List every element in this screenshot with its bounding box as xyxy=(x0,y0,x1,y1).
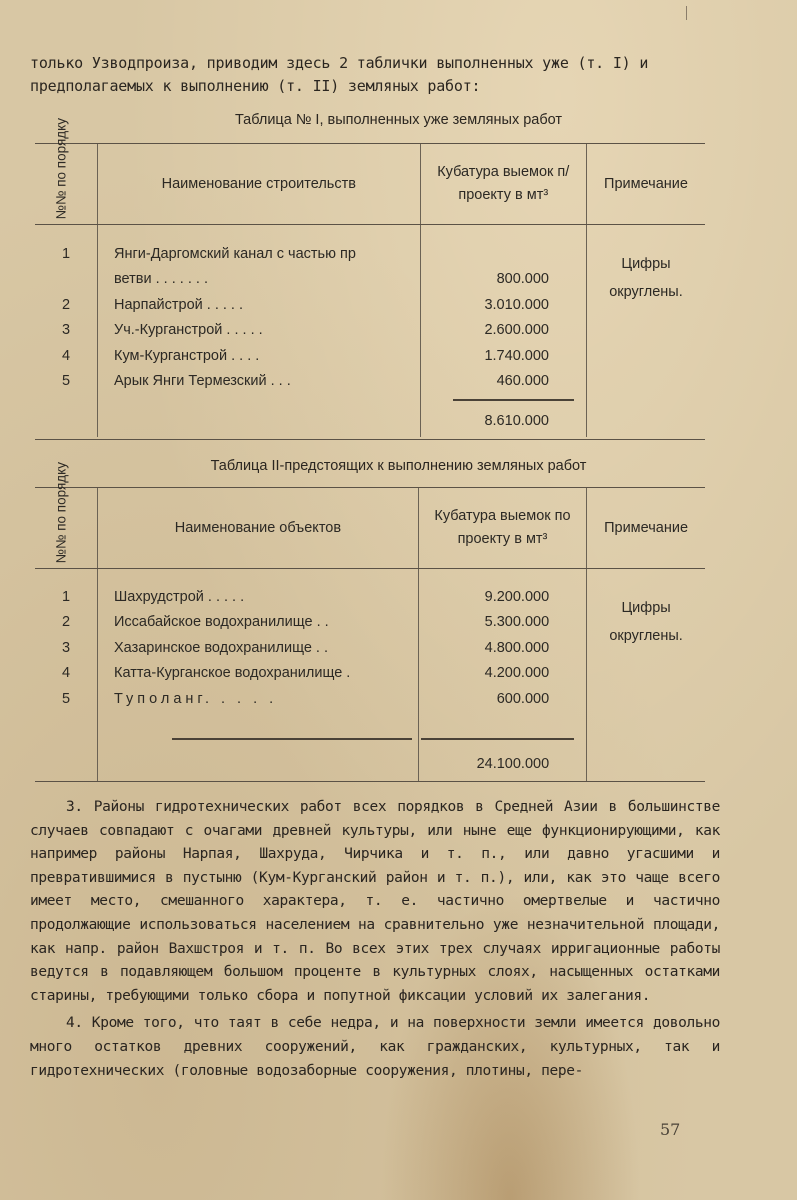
table2-name-col xyxy=(98,568,419,781)
table2-header-volume: Кубатура выемок по проекту в мт³ xyxy=(418,488,586,568)
table2-note xyxy=(587,568,705,781)
table2-caption: Таблица II-предстоящих к выполнению земляных работ xyxy=(210,458,587,474)
table1-header-volume: Кубатура выемок п/проекту в мт³ xyxy=(420,144,586,224)
table-row-name: Уч.-Курганстрой . . . . . xyxy=(114,322,263,338)
table2-bottom-rule xyxy=(35,781,705,782)
table-row-num: 4 xyxy=(61,347,71,364)
pencil-mark xyxy=(686,6,687,20)
table1-header-num: №№ по порядку xyxy=(35,144,98,224)
table2-num-col xyxy=(35,568,98,781)
table2-total-rule xyxy=(421,738,574,740)
table1-caption: Таблица № I, выполненных уже земляных работ xyxy=(234,112,563,128)
table-row-value: 4.800.000 xyxy=(484,639,550,656)
table1-total-rule xyxy=(453,399,574,401)
table-row-num: 5 xyxy=(61,690,71,707)
table-row-value: 4.200.000 xyxy=(484,665,550,681)
table1-value-col xyxy=(420,224,586,437)
table2-value-col xyxy=(418,568,586,781)
intro-paragraph xyxy=(30,52,710,98)
body-text xyxy=(30,796,720,1083)
table-row-value: 800.000 xyxy=(496,271,549,287)
table1-num-col xyxy=(35,224,98,437)
table1-bottom-rule xyxy=(35,439,705,440)
page-number: 57 xyxy=(660,1120,681,1139)
table2-note-line-2: округлены. xyxy=(609,627,683,644)
table2-header-name: Наименование объектов xyxy=(98,488,419,568)
table-row-name: Шахрудстрой . . . . . xyxy=(114,588,245,605)
intro-line-2: предполагаемых к выполнению (т. II) земляных работ: xyxy=(30,77,481,95)
table-row-num: 1 xyxy=(61,245,71,262)
table-row-value: 5.300.000 xyxy=(484,614,550,630)
table-row-name: Нарпайстрой . . . . . xyxy=(114,296,244,313)
paragraph-4: 4. Кроме того, что таят в себе недра, и на поверхности земли имеется довольно много остатков древних сооружений, как гражданских, культурных, так и гидротехнических (головные водозаборные сооружения, плотины, пере- xyxy=(30,1015,720,1079)
table-row-value: 460.000 xyxy=(496,373,549,389)
table-row-num: 2 xyxy=(61,614,71,630)
table1-note xyxy=(586,224,705,437)
table1-total: 8.610.000 xyxy=(484,412,549,429)
table-row-num: 4 xyxy=(61,665,71,681)
table2-total: 24.100.000 xyxy=(476,756,550,772)
paragraph-3: 3. Районы гидротехнических работ всех порядков в Средней Азии в большинстве случаев совпадают с очагами древней культуры, или ныне еще функционирующими, как например районы Нарпая, Шахруда, Чирчика и т. п., или давно угасшими и превратившимися в пустыню (Кум-Курганский район и т. п.), или, как это чаще всего имеет место, смешанного характера, т. е. частично омертвелые и частично продолжающие использоваться населением на сравнительно уже незначительной площади, как напр. район Вахшстроя и т. п. Во всех этих трех случаях ирригационные работы ведутся в подавляющем большом проценте в культурных слоях, насыщенных остатками старины, требующими только сбора и попутной фиксации условий их залегания. xyxy=(30,799,720,1004)
table-row-name: Янги-Даргомский канал с частью пр xyxy=(114,245,356,262)
table2-note-line-1: Цифры xyxy=(621,599,671,616)
intro-line-1: только Узводпроиза, приводим здесь 2 таблички выполненных уже (т. I) и xyxy=(30,54,649,72)
table-row-name: Туполанг. . . . . xyxy=(114,690,278,707)
table2-header-num: №№ по порядку xyxy=(35,488,98,568)
table1-name-col xyxy=(98,224,421,437)
table-row-num: 5 xyxy=(61,373,71,389)
table-row-num: 2 xyxy=(61,296,71,313)
table-row-name: Иссабайское водохранилище . . xyxy=(114,614,329,630)
table-row-name: ветви . . . . . . . xyxy=(114,271,208,287)
table-row-name: Хазаринское водохранилище . . xyxy=(114,639,329,656)
table1-note-line-2: округлены. xyxy=(609,283,683,300)
table-row-num: 3 xyxy=(61,322,71,338)
table-row-value: 3.010.000 xyxy=(484,296,549,313)
table-row-value: 1.740.000 xyxy=(484,347,549,364)
table-row-name: Катта-Курганское водохранилище . xyxy=(114,665,351,681)
table-row-value: 2.600.000 xyxy=(484,322,549,338)
table-row-value: 600.000 xyxy=(496,690,550,707)
table1-header-note: Примечание xyxy=(586,144,705,224)
table-row-name: Кум-Курганстрой . . . . xyxy=(114,347,260,364)
table-row-num: 3 xyxy=(61,639,71,656)
table-row-name: Арык Янги Термезский . . . xyxy=(114,373,291,389)
table1-note-line-1: Цифры xyxy=(621,255,671,272)
table1-header-name: Наименование строительств xyxy=(98,144,421,224)
table2-header-note: Примечание xyxy=(587,488,705,568)
table2-name-rule xyxy=(172,738,412,740)
table-row-num: 1 xyxy=(61,588,71,605)
table-row-value: 9.200.000 xyxy=(484,588,550,605)
